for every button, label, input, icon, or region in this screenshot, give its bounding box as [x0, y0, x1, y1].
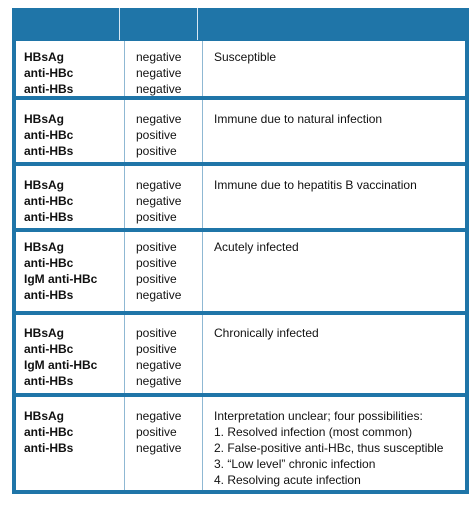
marker-label: anti-HBs	[24, 288, 74, 302]
interpretation-text: 4. Resolving acute infection	[214, 473, 361, 487]
row-group-natural-immunity	[16, 100, 465, 162]
table-header	[12, 8, 469, 40]
result-value: negative	[136, 82, 182, 96]
interpretation-text: 3. “Low level” chronic infection	[214, 457, 376, 471]
result-value: positive	[136, 272, 177, 286]
marker-cell	[16, 232, 125, 311]
result-value: positive	[136, 342, 177, 356]
marker-label: anti-HBc	[24, 342, 74, 356]
marker-cell	[16, 100, 125, 162]
interpretation-text: 1. Resolved infection (most common)	[214, 425, 413, 439]
marker-label: anti-HBs	[24, 82, 74, 96]
marker-label: anti-HBc	[24, 128, 74, 142]
interpretation-cell	[202, 232, 465, 311]
marker-label: anti-HBc	[24, 256, 74, 270]
marker-label: anti-HBs	[24, 144, 74, 158]
result-value: positive	[136, 425, 177, 439]
result-value: negative	[136, 178, 182, 192]
result-cell	[124, 100, 203, 162]
interpretation-text: Acutely infected	[214, 240, 299, 254]
result-value: negative	[136, 374, 182, 388]
result-cell	[124, 41, 203, 96]
row-group-chronic-infection	[16, 315, 465, 393]
marker-label: HBsAg	[24, 178, 65, 192]
marker-label: anti-HBs	[24, 374, 74, 388]
interpretation-text: Chronically infected	[214, 326, 319, 340]
result-value: positive	[136, 128, 177, 142]
row-group-unclear-interpretation	[16, 397, 465, 490]
marker-label: HBsAg	[24, 326, 65, 340]
marker-label: IgM anti-HBc	[24, 358, 98, 372]
marker-label: anti-HBs	[24, 210, 74, 224]
marker-label: anti-HBc	[24, 194, 74, 208]
hepatitis-b-serology-table	[12, 8, 469, 494]
result-value: negative	[136, 409, 182, 423]
header-column-marker	[12, 8, 120, 40]
marker-label: anti-HBc	[24, 425, 74, 439]
marker-cell	[16, 315, 125, 393]
marker-cell	[16, 41, 125, 96]
interpretation-cell	[202, 315, 465, 393]
result-value: negative	[136, 112, 182, 126]
result-value: negative	[136, 358, 182, 372]
marker-label: IgM anti-HBc	[24, 272, 98, 286]
result-value: positive	[136, 240, 177, 254]
result-value: negative	[136, 66, 182, 80]
result-value: negative	[136, 194, 182, 208]
interpretation-cell	[202, 100, 465, 162]
result-value: positive	[136, 210, 177, 224]
marker-cell	[16, 166, 125, 228]
header-column-interpretation	[198, 8, 469, 40]
result-cell	[124, 166, 203, 228]
marker-label: anti-HBs	[24, 441, 74, 455]
marker-label: HBsAg	[24, 50, 65, 64]
row-group-acute-infection	[16, 232, 465, 311]
interpretation-text: 2. False-positive anti-HBc, thus susceptible	[214, 441, 444, 455]
interpretation-cell	[202, 166, 465, 228]
result-value: negative	[136, 288, 182, 302]
row-group-susceptible	[16, 41, 465, 96]
row-group-vaccine-immunity	[16, 166, 465, 228]
interpretation-text: Immune due to hepatitis B vaccination	[214, 178, 417, 192]
marker-label: HBsAg	[24, 112, 65, 126]
marker-label: HBsAg	[24, 409, 65, 423]
result-value: negative	[136, 50, 182, 64]
result-value: positive	[136, 144, 177, 158]
interpretation-text: Susceptible	[214, 50, 277, 64]
result-value: positive	[136, 256, 177, 270]
result-value: negative	[136, 441, 182, 455]
marker-label: HBsAg	[24, 240, 65, 254]
interpretation-cell	[202, 397, 465, 490]
result-cell	[124, 315, 203, 393]
interpretation-cell	[202, 41, 465, 96]
result-cell	[124, 232, 203, 311]
interpretation-text: Interpretation unclear; four possibilities:	[214, 409, 423, 423]
marker-cell	[16, 397, 125, 490]
header-column-result	[120, 8, 198, 40]
result-value: positive	[136, 326, 177, 340]
result-cell	[124, 397, 203, 490]
marker-label: anti-HBc	[24, 66, 74, 80]
interpretation-text: Immune due to natural infection	[214, 112, 383, 126]
